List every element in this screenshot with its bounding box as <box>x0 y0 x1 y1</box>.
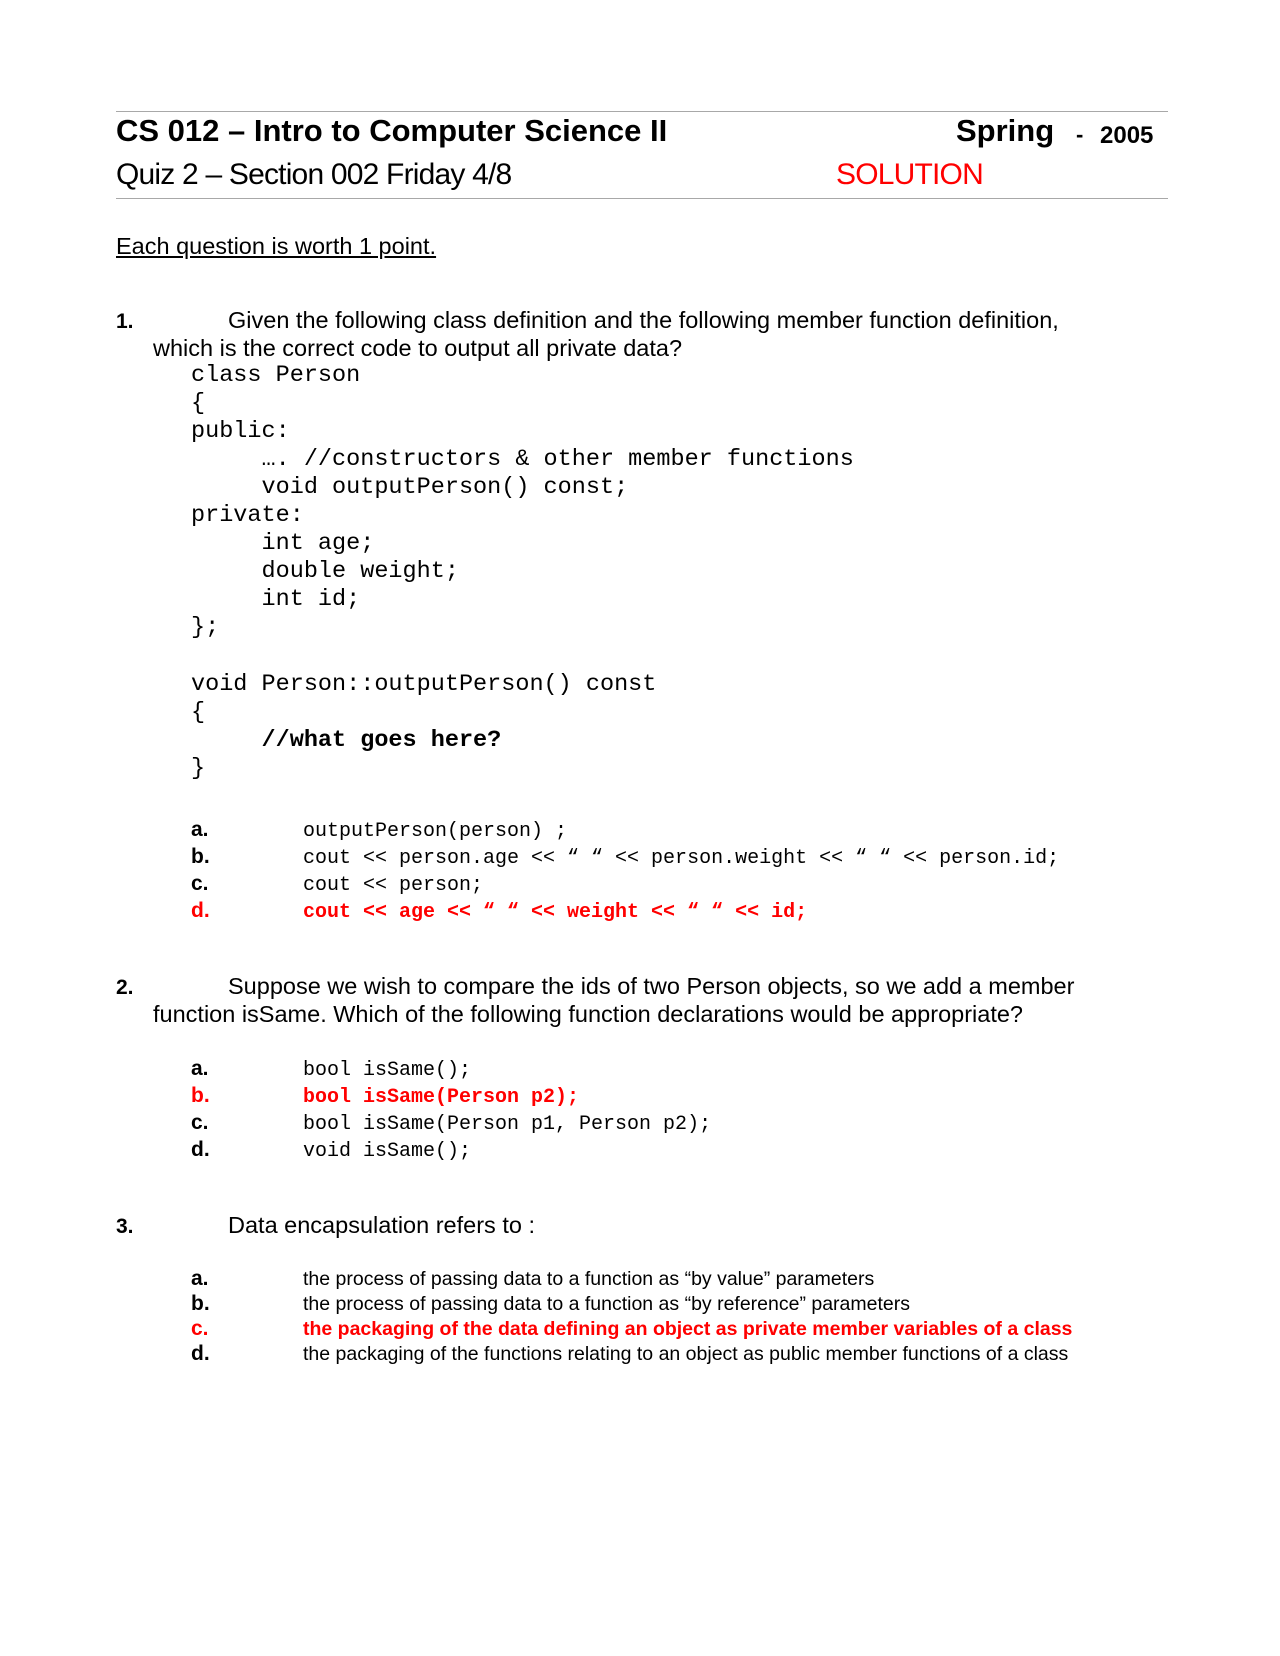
option-text: cout << person; <box>303 874 484 897</box>
code-line: }; <box>191 614 220 641</box>
option-text: the packaging of the functions relating to an object as public member functions of a class <box>303 1343 1069 1365</box>
option-text: the process of passing data to a function as “by reference” parameters <box>303 1293 910 1315</box>
correct-option-text: cout << age << “ “ << weight << “ “ << id; <box>303 901 808 924</box>
correct-option-letter: c. <box>191 1317 209 1340</box>
question-number: 3. <box>116 1215 134 1238</box>
option-letter: b. <box>191 845 210 868</box>
instructions: Each question is worth 1 point. <box>116 233 437 259</box>
season-label: Spring <box>956 113 1055 148</box>
code-line: public: <box>191 418 290 445</box>
option-text: void isSame(); <box>303 1140 472 1163</box>
question-text: Suppose we wish to compare the ids of two Person objects, so we add a member <box>228 973 1075 999</box>
code-line: int id; <box>191 586 361 613</box>
code-line: } <box>191 755 206 782</box>
option-text: outputPerson(person) ; <box>303 820 568 843</box>
code-line: double weight; <box>191 558 459 585</box>
code-line: int age; <box>191 530 375 557</box>
question-number: 2. <box>116 976 134 999</box>
code-line: void outputPerson() const; <box>191 474 629 501</box>
option-letter: d. <box>191 1342 210 1365</box>
correct-option-text: the packaging of the data defining an object as private member variables of a class <box>303 1318 1073 1340</box>
option-letter: b. <box>191 1292 210 1315</box>
quiz-line: Quiz 2 – Section 002 Friday 4/8 <box>116 158 512 191</box>
season-year: 2005 <box>1100 122 1154 149</box>
question-number: 1. <box>116 310 134 333</box>
question-text: which is the correct code to output all private data? <box>153 335 683 361</box>
question-text: Given the following class definition and the following member function definition, <box>228 307 1059 333</box>
correct-option-letter: b. <box>191 1084 210 1107</box>
code-line: void Person::outputPerson() const <box>191 671 657 698</box>
correct-option-text: bool isSame(Person p2); <box>303 1086 580 1109</box>
code-line: { <box>191 390 206 417</box>
option-text: cout << person.age << “ “ << person.weight << “ “ << person.id; <box>303 847 1060 870</box>
code-line: class Person <box>191 362 361 389</box>
season-dash: - <box>1076 122 1084 147</box>
correct-option-letter: d. <box>191 899 210 922</box>
option-letter: a. <box>191 1057 209 1080</box>
header-bottom-rule <box>116 198 1168 199</box>
option-letter: c. <box>191 1111 209 1134</box>
code-line: private: <box>191 502 304 529</box>
option-letter: a. <box>191 818 209 841</box>
option-letter: a. <box>191 1267 209 1290</box>
option-letter: d. <box>191 1138 210 1161</box>
header-top-rule <box>116 111 1168 112</box>
option-letter: c. <box>191 872 209 895</box>
solution-label: SOLUTION <box>836 158 983 191</box>
question-text: function isSame. Which of the following function declarations would be appropriate? <box>153 1001 1024 1027</box>
option-text: bool isSame(Person p1, Person p2); <box>303 1113 712 1136</box>
option-text: the process of passing data to a function as “by value” parameters <box>303 1268 875 1290</box>
code-line: { <box>191 699 206 726</box>
option-text: bool isSame(); <box>303 1059 472 1082</box>
question-text: Data encapsulation refers to : <box>228 1212 535 1238</box>
course-title: CS 012 – Intro to Computer Science II <box>116 113 668 148</box>
code-line: //what goes here? <box>191 727 502 754</box>
code-line: …. //constructors & other member functions <box>191 446 854 473</box>
